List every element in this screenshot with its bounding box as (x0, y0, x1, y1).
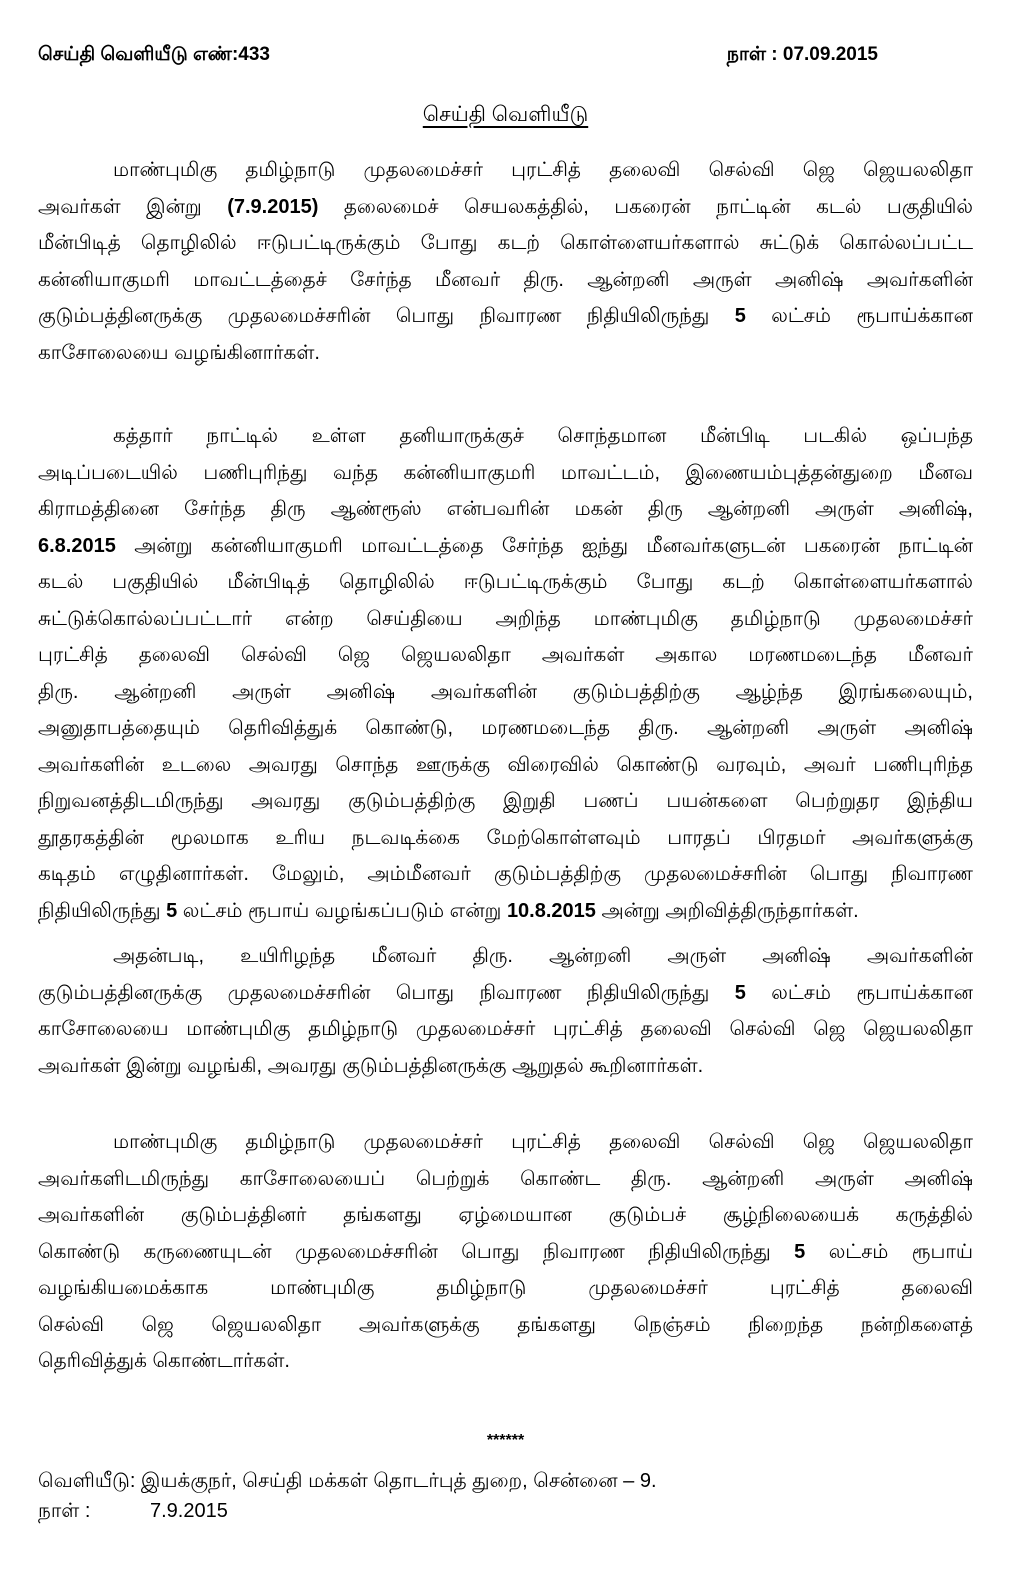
footer-issuer: வெளியீடு: இயக்குநர், செய்தி மக்கள் தொடர்புத் துறை, சென்னை – 9. (38, 1470, 657, 1492)
paragraph-line: காசோலையை மாண்புமிகு தமிழ்நாடு முதலமைச்சர் புரட்சித் தலைவி செல்வி ஜெ ஜெயலலிதா (38, 1018, 973, 1040)
paragraph-line: தூதரகத்தின் மூலமாக உரிய நடவடிக்கை மேற்கொள்ளவும் பாரதப் பிரதமர் அவர்களுக்கு (38, 826, 973, 849)
paragraph-line: கொண்டு கருணையுடன் முதலமைச்சரின் பொது நிவாரண நிதியிலிருந்து 5 லட்சம் ரூபாய் (38, 1240, 973, 1263)
footer-date-value: 7.9.2015 (150, 1500, 228, 1522)
paragraph-2 (38, 418, 973, 929)
release-number: செய்தி வெளியீடு எண்:433 (38, 44, 270, 65)
document-title (38, 103, 973, 129)
paragraph-1 (38, 152, 973, 371)
paragraph-line: மீன்பிடித் தொழிலில் ஈடுபட்டிருக்கும் போது கடற் கொள்ளையர்களால் சுட்டுக் கொல்லப்பட்ட (38, 232, 973, 254)
paragraph-line: அவர்களின் உடலை அவரது சொந்த ஊருக்கு விரைவில் கொண்டு வரவும், அவர் பணிபுரிந்த (38, 753, 973, 776)
separator: ****** (486, 1432, 525, 1449)
paragraph-line: குடும்பத்தினருக்கு முதலமைச்சரின் பொது நிவாரண நிதியிலிருந்து 5 லட்சம் ரூபாய்க்கான (38, 305, 973, 327)
paragraph-line: நிதியிலிருந்து 5 லட்சம் ரூபாய் வழங்கப்படும் என்று 10.8.2015 அன்று அறிவித்திருந்தார்கள். (38, 899, 859, 922)
paragraph-line: அவர்களிடமிருந்து காசோலையைப் பெற்றுக் கொண்ட திரு. ஆன்றனி அருள் அனிஷ் (38, 1167, 973, 1190)
paragraph-line: மாண்புமிகு தமிழ்நாடு முதலமைச்சர் புரட்சித் தலைவி செல்வி ஜெ ஜெயலலிதா (113, 1131, 973, 1153)
paragraph-line: செல்வி ஜெ ஜெயலலிதா அவர்களுக்கு தங்களது நெஞ்சம் நிறைந்த நன்றிகளைத் (38, 1313, 973, 1336)
paragraph-line: தெரிவித்துக் கொண்டார்கள். (38, 1350, 290, 1372)
paragraph-line: அடிப்படையில் பணிபுரிந்து வந்த கன்னியாகுமரி மாவட்டம், இணையம்புத்தன்துறை மீனவ (38, 461, 973, 484)
paragraph-line: குடும்பத்தினருக்கு முதலமைச்சரின் பொது நிவாரண நிதியிலிருந்து 5 லட்சம் ரூபாய்க்கான (38, 981, 973, 1004)
paragraph-line: அவர்களின் குடும்பத்தினர் தங்களது ஏழ்மையான குடும்பச் சூழ்நிலையைக் கருத்தில் (38, 1204, 973, 1226)
paragraph-line: அதன்படி, உயிரிழந்த மீனவர் திரு. ஆன்றனி அருள் அனிஷ் அவர்களின் (113, 945, 973, 967)
paragraph-line: கன்னியாகுமரி மாவட்டத்தைச் சேர்ந்த மீனவர் திரு. ஆன்றனி அருள் அனிஷ் அவர்களின் (38, 268, 973, 291)
paragraph-line: காசோலையை வழங்கினார்கள். (38, 341, 320, 364)
paragraph-line: அவர்கள் இன்று (7.9.2015) தலைமைச் செயலகத்தில், பகரைன் நாட்டின் கடல் பகுதியில் (38, 195, 973, 218)
paragraph-line: அனுதாபத்தையும் தெரிவித்துக் கொண்டு, மரணமடைந்த திரு. ஆன்றனி அருள் அனிஷ் (38, 717, 973, 739)
document-header (38, 44, 973, 74)
paragraph-line: மாண்புமிகு தமிழ்நாடு முதலமைச்சர் புரட்சித் தலைவி செல்வி ஜெ ஜெயலலிதா (113, 159, 973, 181)
paragraph-3 (38, 938, 973, 1084)
paragraph-line: நிறுவனத்திடமிருந்து அவரது குடும்பத்திற்கு இறுதி பணப் பயன்களை பெற்றுதர இந்திய (38, 790, 973, 812)
paragraph-line: புரட்சித் தலைவி செல்வி ஜெ ஜெயலலிதா அவர்கள் அகால மரணமடைந்த மீனவர் (38, 644, 973, 666)
paragraph-line: கடல் பகுதியில் மீன்பிடித் தொழிலில் ஈடுபட்டிருக்கும் போது கடற் கொள்ளையர்களால் (38, 571, 973, 593)
paragraph-line: கடிதம் எழுதினார்கள். மேலும், அம்மீனவர் குடும்பத்திற்கு முதலமைச்சரின் பொது நிவாரண (38, 863, 973, 885)
paragraph-line: திரு. ஆன்றனி அருள் அனிஷ் அவர்களின் குடும்பத்திற்கு ஆழ்ந்த இரங்கலையும், (38, 680, 973, 703)
paragraph-line: 6.8.2015 அன்று கன்னியாகுமரி மாவட்டத்தை சேர்ந்த ஐந்து மீனவர்களுடன் பகரைன் நாட்டின் (38, 534, 973, 557)
header-date: நாள் : 07.09.2015 (726, 44, 878, 65)
paragraph-4 (38, 1124, 973, 1380)
paragraph-line: வழங்கியமைக்காக மாண்புமிகு தமிழ்நாடு முதலமைச்சர் புரட்சித் தலைவி (38, 1277, 973, 1299)
paragraph-line: அவர்கள் இன்று வழங்கி, அவரது குடும்பத்தினருக்கு ஆறுதல் கூறினார்கள். (38, 1054, 704, 1077)
paragraph-line: கத்தார் நாட்டில் உள்ள தனியாருக்குச் சொந்தமான மீன்பிடி படகில் ஒப்பந்த (113, 425, 973, 447)
footer-date-label: நாள் : (38, 1500, 91, 1522)
title-text: செய்தி வெளியீடு (422, 103, 589, 126)
paragraph-line: சுட்டுக்கொல்லப்பட்டார் என்ற செய்தியை அறிந்த மாண்புமிகு தமிழ்நாடு முதலமைச்சர் (38, 607, 973, 630)
paragraph-line: கிராமத்தினை சேர்ந்த திரு ஆண்ரூஸ் என்பவரின் மகன் திரு ஆன்றனி அருள் அனிஷ், (38, 498, 973, 520)
